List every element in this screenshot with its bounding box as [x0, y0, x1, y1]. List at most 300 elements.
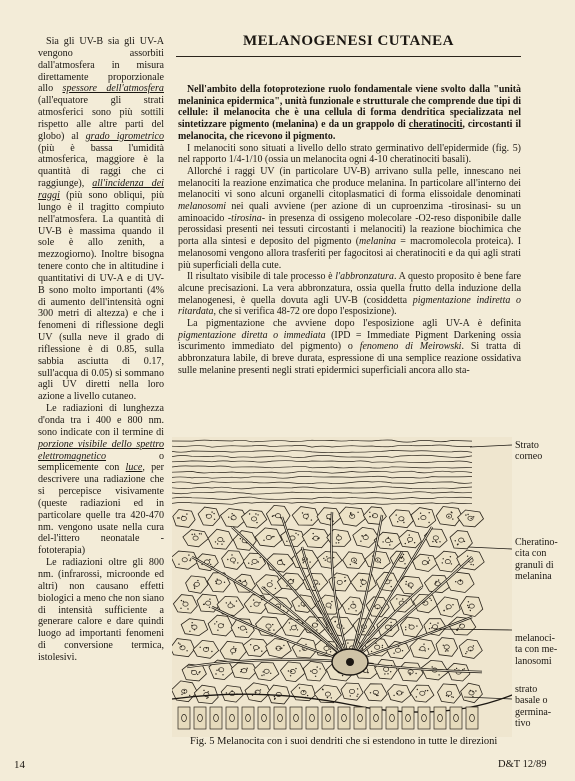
label-line: corneo — [515, 451, 543, 463]
melanin-granule — [312, 538, 313, 539]
melanin-granule — [360, 586, 361, 587]
melanin-granule — [404, 563, 405, 564]
label-strato-corneo — [515, 440, 542, 463]
melanin-granule — [382, 541, 383, 542]
melanin-granule — [327, 697, 328, 698]
melanin-granule — [397, 521, 398, 522]
melanin-granule — [189, 631, 190, 632]
melanin-granule — [409, 672, 410, 673]
melanin-granule — [232, 513, 233, 514]
melanin-granule — [258, 561, 259, 562]
melanin-granule — [408, 585, 409, 586]
melanin-granule — [343, 628, 344, 629]
melanin-granule — [235, 650, 236, 651]
melanin-granule — [222, 674, 223, 675]
melanin-granule — [467, 514, 468, 515]
melanin-granule — [182, 516, 183, 517]
emphasis-atmosphere: spessore dell'atmosfera — [62, 83, 164, 95]
melanin-granule — [194, 588, 195, 589]
melanin-granule — [208, 647, 209, 648]
melanin-granule — [316, 620, 317, 621]
melanin-granule — [312, 625, 313, 626]
melanin-granule — [184, 692, 185, 693]
melanin-granule — [221, 544, 222, 545]
melanin-granule — [249, 513, 250, 514]
melanin-granule — [290, 579, 291, 580]
emphasis-incidence: all'incidenza dei raggi — [38, 178, 164, 201]
melanin-granule — [279, 560, 280, 561]
melanin-granule — [237, 562, 238, 563]
melanin-granule — [362, 579, 363, 580]
melanin-granule — [432, 541, 433, 542]
melanin-granule — [253, 599, 254, 600]
text-span: Il risultato visibile di tale processo è — [187, 271, 336, 283]
melanin-granule — [295, 533, 296, 534]
melanin-granule — [178, 642, 179, 643]
melanin-granule — [338, 540, 339, 541]
melanin-granule — [403, 554, 404, 555]
melanin-granule — [309, 561, 310, 562]
melanin-granule — [233, 515, 234, 516]
melanin-granule — [408, 542, 409, 543]
melanin-granule — [445, 650, 446, 651]
melanin-granule — [391, 586, 392, 587]
melanin-granule — [369, 512, 370, 513]
melanin-granule — [235, 648, 236, 649]
melanin-granule — [188, 554, 189, 555]
text-span: Le radiazioni di lunghezza d'onda tra i 400 e 800 nm. sono indicate con il termine di — [38, 403, 164, 438]
melanin-granule — [344, 581, 345, 582]
melanin-granule — [428, 648, 429, 649]
melanin-granule — [316, 629, 317, 630]
melanin-granule — [353, 604, 354, 605]
melanin-granule — [295, 625, 296, 626]
melanin-granule — [330, 651, 331, 652]
emphasis-melanosomes: melanosomi — [178, 201, 227, 213]
melanin-granule — [389, 544, 390, 545]
melanin-granule — [355, 610, 356, 611]
melanin-granule — [192, 534, 193, 535]
melanin-granule — [211, 511, 212, 512]
melanin-granule — [293, 579, 294, 580]
melanin-granule — [217, 579, 218, 580]
melanin-granule — [457, 543, 458, 544]
melanin-granule — [382, 647, 383, 648]
melanin-granule — [179, 644, 180, 645]
melanin-granule — [323, 558, 324, 559]
melanin-granule — [283, 645, 284, 646]
melanin-granule — [390, 671, 391, 672]
basal-cell — [466, 707, 478, 729]
melanin-granule — [271, 580, 272, 581]
melanin-granule — [455, 581, 456, 582]
melanin-granule — [369, 516, 370, 517]
melanin-granule — [402, 692, 403, 693]
label-line: strato — [515, 684, 538, 695]
melanin-granule — [446, 649, 447, 650]
melanin-granule — [402, 556, 403, 557]
basal-cell — [226, 707, 238, 729]
basal-cell — [370, 707, 382, 729]
underlined-keratinocytes: cheratinociti — [408, 119, 463, 131]
melanin-granule — [419, 649, 420, 650]
melanin-granule — [391, 541, 392, 542]
melanin-granule — [299, 687, 300, 688]
label-line: Cheratino- — [515, 537, 558, 548]
melanin-granule — [298, 534, 299, 535]
melanin-granule — [470, 610, 471, 611]
label-line: granuli di — [515, 559, 554, 571]
label-line: melanoci- — [515, 633, 555, 644]
basal-cell — [194, 707, 206, 729]
melanin-granule — [401, 558, 402, 559]
melanin-granule — [217, 543, 218, 544]
melanin-granule — [206, 647, 207, 648]
melanin-granule — [380, 562, 381, 563]
melanin-granule — [298, 605, 299, 606]
melanin-granule — [297, 629, 298, 630]
melanin-granule — [247, 668, 248, 669]
melanin-granule — [357, 512, 358, 513]
melanin-granule — [331, 601, 332, 602]
melanin-granule — [223, 624, 224, 625]
melanin-granule — [216, 670, 217, 671]
melanin-granule — [431, 627, 432, 628]
melanin-granule — [435, 540, 436, 541]
melanin-granule — [186, 650, 187, 651]
melanin-granule — [250, 644, 251, 645]
melanin-granule — [468, 601, 469, 602]
text-span: in presenza di ossigeno molecolare -O2-reso disponibile dalle perossidasi presenti nei tessuti circostanti i melanociti) la reazione biochimica che porta alla sintesi e deposito del pigmento ( — [178, 212, 522, 248]
melanin-granule — [319, 668, 320, 669]
melanin-granule — [303, 649, 304, 650]
melanin-granule — [425, 650, 426, 651]
basal-cell — [338, 707, 350, 729]
melanin-granule — [396, 514, 397, 515]
melanin-granule — [203, 690, 204, 691]
melanin-granule — [402, 598, 403, 599]
melanin-granule — [338, 542, 339, 543]
melanin-granule — [259, 647, 260, 648]
melanin-granule — [327, 518, 328, 519]
melanin-granule — [261, 675, 262, 676]
melanin-granule — [367, 672, 368, 673]
melanin-granule — [303, 606, 304, 607]
melanin-granule — [191, 670, 192, 671]
melanin-granule — [436, 542, 437, 543]
melanin-granule — [290, 629, 291, 630]
emphasis-light: luce — [125, 462, 143, 474]
melanin-granule — [443, 558, 444, 559]
melanin-granule — [226, 692, 227, 693]
melanin-granule — [230, 602, 231, 603]
melanin-granule — [315, 676, 316, 677]
melanin-granule — [447, 650, 448, 651]
melanin-granule — [465, 653, 466, 654]
basal-cell — [322, 707, 334, 729]
basal-cell — [386, 707, 398, 729]
melanin-granule — [316, 583, 317, 584]
melanin-granule — [406, 581, 407, 582]
text-span: , per descrivere una radiazione che si percepisce visivamente (queste radiazioni ed in particolare quelle tra 420-470 nm. vengono usate nella cura del-l'ittero neonatale -fototerapia) — [38, 462, 164, 557]
melanin-granule — [281, 559, 282, 560]
melanin-granule — [452, 604, 453, 605]
emphasis-melanin: melanina — [359, 236, 397, 248]
melanin-granule — [231, 690, 232, 691]
melanin-granule — [269, 630, 270, 631]
melanin-granule — [180, 608, 181, 609]
melanin-granule — [215, 673, 216, 674]
keratinocyte — [436, 638, 458, 657]
text-span: (IPD = Immediate Pigment Darkening ossia iscurimento immediato del pigmento) o — [178, 329, 521, 353]
emphasis-tyrosine: -tirosina- — [227, 212, 266, 224]
melanin-granule — [305, 644, 306, 645]
melanin-granule — [428, 557, 429, 558]
melanin-granule — [319, 583, 320, 584]
melanin-granule — [231, 554, 232, 555]
basal-cell — [274, 707, 286, 729]
melanin-granule — [344, 577, 345, 578]
melanocyte-nucleolus — [346, 658, 354, 666]
basal-cell — [306, 707, 318, 729]
basal-cell — [434, 707, 446, 729]
melanin-granule — [206, 698, 207, 699]
melanin-granule — [234, 605, 235, 606]
melanin-granule — [418, 518, 419, 519]
label-line: lanosomi — [515, 655, 552, 667]
melanin-granule — [217, 630, 218, 631]
melanin-granule — [451, 696, 452, 697]
left-paragraph-infrared: Le radiazioni oltre gli 800 nm. (infrarossi, microonde ed altri) non causano effetti biologici a meno che non siano di intensità sufficiente a generare calore e dare quindi luogo ad importanti fenomeni di conversione termica, istolesivi. — [38, 557, 164, 663]
melanin-granule — [453, 697, 454, 698]
melanin-granule — [227, 559, 228, 560]
melanin-granule — [467, 556, 468, 557]
melanin-granule — [451, 563, 452, 564]
melanin-granule — [405, 629, 406, 630]
melanin-granule — [271, 537, 272, 538]
text-span: La pigmentazione che avviene dopo l'esposizione agli UV-A è definita — [187, 318, 521, 330]
melanin-granule — [232, 653, 233, 654]
melanin-granule — [246, 632, 247, 633]
melanin-granule — [199, 533, 200, 534]
melanin-granule — [376, 695, 377, 696]
melanin-granule — [288, 670, 289, 671]
melanin-granule — [329, 519, 330, 520]
melanin-granule — [411, 587, 412, 588]
melanin-granule — [423, 644, 424, 645]
melanin-granule — [214, 623, 215, 624]
melanin-granule — [291, 671, 292, 672]
melanin-granule — [224, 582, 225, 583]
melanin-granule — [322, 689, 323, 690]
melanin-granule — [218, 669, 219, 670]
melanin-granule — [245, 580, 246, 581]
melanin-granule — [194, 586, 195, 587]
melanin-granule — [178, 564, 179, 565]
melanin-granule — [233, 646, 234, 647]
melanin-granule — [360, 541, 361, 542]
melanin-granule — [290, 675, 291, 676]
melanin-granule — [192, 622, 193, 623]
paragraph-melanocytes-location: I melanociti sono situati a livello dello strato germinativo dell'epidermide (fig. 5) nel rapporto 1/4-1/10 (ossia un melanocita ogni 4-10 cheratinociti basali). — [178, 142, 521, 166]
melanin-granule — [283, 564, 284, 565]
issue-label: D&T 12/89 — [498, 759, 547, 770]
melanin-granule — [455, 540, 456, 541]
melanin-granule — [448, 516, 449, 517]
basal-cell — [418, 707, 430, 729]
text-span: (all'equatore gli strati atmosferici sono più sottili rispetto alle altre parti del globo) al — [38, 95, 164, 142]
melanin-granule — [351, 515, 352, 516]
melanin-granule — [255, 692, 256, 693]
melanin-granule — [193, 584, 194, 585]
melanin-granule — [397, 693, 398, 694]
melanin-granule — [240, 581, 241, 582]
melanin-granule — [342, 675, 343, 676]
melanin-granule — [361, 535, 362, 536]
melanin-granule — [384, 673, 385, 674]
label-line: Strato — [515, 440, 539, 451]
melanin-granule — [257, 514, 258, 515]
melanin-granule — [295, 668, 296, 669]
melanin-granule — [396, 598, 397, 599]
melanin-granule — [241, 669, 242, 670]
melanin-granule — [467, 605, 468, 606]
melanin-granule — [357, 688, 358, 689]
melanin-granule — [226, 602, 227, 603]
melanin-granule — [439, 541, 440, 542]
melanin-granule — [459, 580, 460, 581]
lead-paragraph — [178, 84, 521, 143]
label-cheratinocita — [515, 537, 558, 583]
melanin-granule — [254, 650, 255, 651]
melanin-granule — [207, 697, 208, 698]
melanin-granule — [427, 690, 428, 691]
melanin-granule — [274, 699, 275, 700]
melanin-granule — [468, 607, 469, 608]
melanin-granule — [403, 522, 404, 523]
melanin-granule — [443, 645, 444, 646]
melanin-granule — [356, 696, 357, 697]
melanin-granule — [216, 583, 217, 584]
melanin-granule — [352, 601, 353, 602]
melanin-granule — [223, 541, 224, 542]
melanin-granule — [194, 534, 195, 535]
emphasis-delayed-pigmentation: pigmentazione indiretta o ritardata — [178, 294, 521, 318]
melanin-granule — [255, 513, 256, 514]
melanin-granule — [197, 580, 198, 581]
melanin-granule — [270, 673, 271, 674]
label-strato-basale — [515, 684, 551, 730]
left-paragraph-uv-absorption — [38, 36, 164, 403]
melanin-granule — [438, 674, 439, 675]
text-span: (più sono obliqui, più lungo è il tragitto compiuto nell'atmosfera. La quantità di UV-B è massima quando il sole è allo zenith, a mezzogiorno). Inoltre bisogna tenere conto che in altitudine i quantitativi di UV-A e di UV-B sono molto importanti (4% di aumento dell'intensità ogni 300 metri di altezza) e che i fenomeni di riflessione degli UV (sulla neve il grado di riflessione è di 0.85, sulla sabbia asciutta di 0.17, sull'acqua di 0.05) si sommano agli UV diretti nella loro azione a livello cutaneo. — [38, 189, 164, 403]
melanin-granule — [382, 645, 383, 646]
melanin-granule — [429, 628, 430, 629]
melanin-granule — [317, 666, 318, 667]
paragraph-tanning — [178, 271, 521, 318]
text-span: , che si verifica 48-72 ore dopo l'esposizione). — [213, 306, 397, 318]
text-span: nei quali avviene (per azione di un cuproenzima -tirosinasi- su un aminoacido — [178, 201, 521, 224]
melanin-granule — [289, 622, 290, 623]
melanin-granule — [209, 599, 210, 600]
melanin-granule — [471, 518, 472, 519]
melanin-granule — [263, 674, 264, 675]
melanin-granule — [451, 512, 452, 513]
melanin-granule — [216, 621, 217, 622]
melanin-granule — [416, 696, 417, 697]
label-melanocita — [515, 633, 557, 667]
melanin-granule — [409, 534, 410, 535]
text-span: , circostanti il melanocita, che ricevono il pigmento. — [178, 119, 521, 142]
melanin-granule — [363, 631, 364, 632]
label-line: tivo — [515, 718, 531, 730]
melanin-granule — [307, 514, 308, 515]
melanin-granule — [470, 650, 471, 651]
melanin-granule — [442, 562, 443, 563]
melanin-granule — [429, 598, 430, 599]
melanin-granule — [187, 608, 188, 609]
melanin-granule — [430, 623, 431, 624]
melanin-granule — [183, 601, 184, 602]
melanin-granule — [313, 533, 314, 534]
melanin-granule — [446, 695, 447, 696]
melanin-granule — [303, 559, 304, 560]
melanin-granule — [189, 560, 190, 561]
melanin-granule — [246, 669, 247, 670]
text-span: o semplicemente con — [38, 450, 164, 474]
melanin-granule — [431, 600, 432, 601]
melanin-granule — [464, 541, 465, 542]
melanin-granule — [333, 557, 334, 558]
keratinocyte-cells — [172, 505, 484, 704]
melanin-granule — [362, 584, 363, 585]
melanin-granule — [409, 624, 410, 625]
melanin-granule — [325, 560, 326, 561]
melanin-granule — [448, 696, 449, 697]
melanin-granule — [402, 650, 403, 651]
melanin-granule — [434, 583, 435, 584]
melanin-granule — [194, 629, 195, 630]
melanin-granule — [466, 651, 467, 652]
emphasis-tanning: l'abbronzatura — [335, 271, 394, 283]
melanin-granule — [427, 561, 428, 562]
melanin-granule — [457, 628, 458, 629]
emphasis-immediate-pigmentation: pigmentazione diretta o immediata — [178, 329, 326, 341]
melanin-granule — [388, 537, 389, 538]
basal-cell — [402, 707, 414, 729]
melanin-granule — [317, 624, 318, 625]
melanin-granule — [360, 579, 361, 580]
melanin-granule — [335, 621, 336, 622]
melanin-granule — [377, 608, 378, 609]
melanin-granule — [190, 558, 191, 559]
basal-cell — [210, 707, 222, 729]
melanin-granule — [428, 522, 429, 523]
article-title: MELANOGENESI CUTANEA — [243, 33, 454, 49]
paragraph-immediate-pigmentation — [178, 318, 521, 377]
left-column — [38, 36, 164, 664]
melanin-granule — [429, 560, 430, 561]
melanin-granule — [268, 629, 269, 630]
melanin-granule — [356, 563, 357, 564]
melanin-granule — [209, 559, 210, 560]
melanin-granule — [209, 607, 210, 608]
text-span: Sia gli UV-B sia gli UV-A vengono assorbiti dall'atmosfera in misura direttamente proporzionale allo — [38, 36, 164, 95]
melanin-granule — [393, 695, 394, 696]
melanin-granule — [299, 650, 300, 651]
melanin-granule — [250, 606, 251, 607]
melanin-granule — [256, 522, 257, 523]
